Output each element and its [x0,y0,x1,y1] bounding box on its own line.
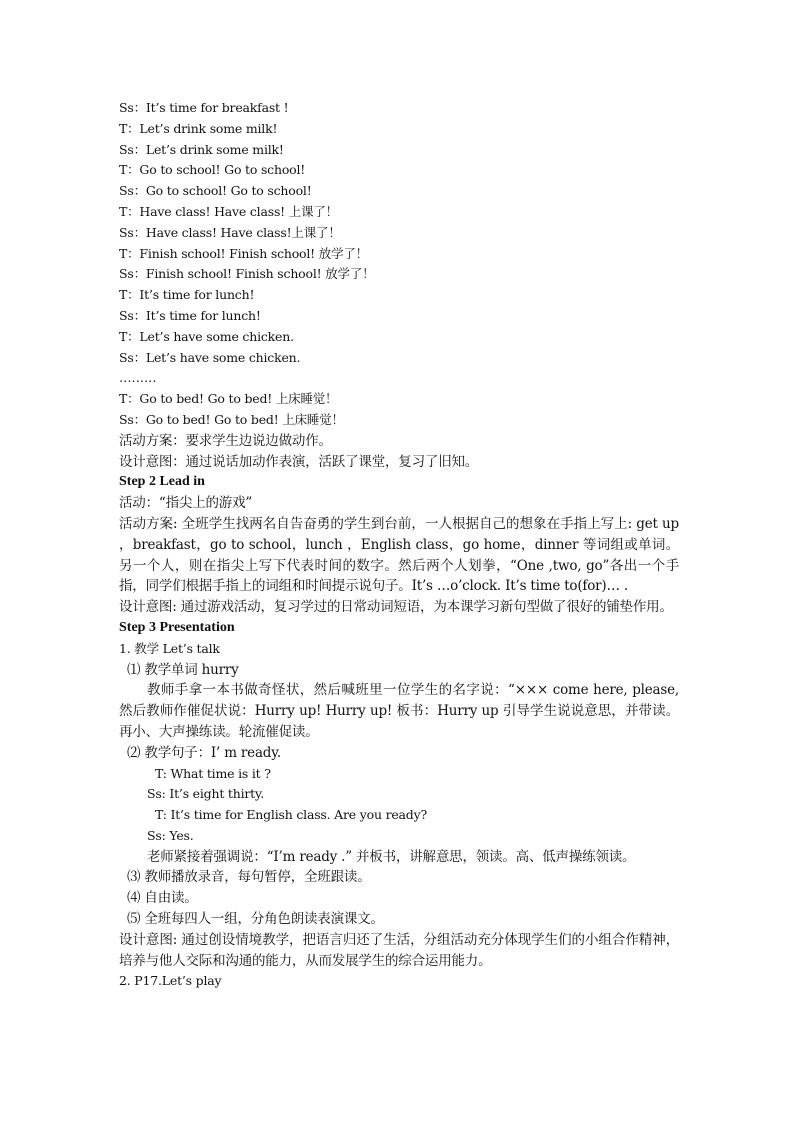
dialogue-line: T：Have class! Have class! 上课了！ [119,203,338,219]
dialogue-line: Ss：Finish school! Finish school! 放学了！ [119,266,375,282]
dialogue-line: T：Go to bed! Go to bed! 上床睡觉！ [119,391,338,407]
dialogue-line: T：Let’s have some chicken. [119,328,294,344]
talk-line: T: It’s time for English class. Are you ready? [155,807,427,823]
design-intent: 设计意图: 通过游戏活动，复习学过的日常动词短语，为本课学习新句型做了很好的铺垫作用。 [119,599,673,616]
dialogue-line: T：Go to school! Go to school! [119,162,306,178]
list-item: 2. P17.Let’s play [119,973,222,989]
section-heading-step2: Step 2 Lead in [119,474,205,490]
list-item: 1. 教学 Let’s talk [119,640,220,656]
activity-title: 活动：“指尖上的游戏” [119,495,253,512]
sub-item: ⑴ 教学单词 hurry [127,661,239,678]
sub-item: ⑷ 自由读。 [127,890,198,907]
dialogue-line: Ss：Have class! Have class!上课了！ [119,224,341,240]
dialogue-line: T：It’s time for lunch! [119,287,255,303]
sub-item: ⑸ 全班每四人一组，分角色朗读表演课文。 [127,911,384,928]
paragraph: 教师手拿一本书做奇怪状，然后喊班里一位学生的名字说：“××× come here, please, 然后教师作催促状说：Hurry up! Hurry up! 板书：Hurry up 引导学生说说意思，并带读。再小、大声操练读。轮流催促读。 [119,682,679,740]
dialogue-line: T：Let’s drink some milk! [119,120,278,136]
section-heading-step3: Step 3 Presentation [119,619,235,635]
talk-line: Ss: Yes. [147,827,194,843]
ellipsis: ……… [119,370,157,386]
activity-plan: 活动方案：要求学生边说边做动作。 [119,432,332,449]
dialogue-line: Ss：It’s time for breakfast ! [119,100,289,115]
paragraph: 老师紧接着强调说：“I’m ready .” 并板书，讲解意思，领读。高、低声操练领读。 [147,848,636,865]
dialogue-line: Ss：Let’s drink some milk! [119,141,284,157]
dialogue-line: T：Finish school! Finish school! 放学了！ [119,245,368,261]
talk-line: T: What time is it ? [155,765,271,781]
design-intent: 设计意图：通过说话加动作表演，活跃了课堂，复习了旧知。 [119,453,479,470]
sub-item: ⑶ 教师播放录音，每句暂停，全班跟读。 [127,869,371,886]
talk-line: Ss: It’s eight thirty. [147,786,264,802]
dialogue-line: Ss：Go to school! Go to school! [119,183,312,199]
lesson-plan-text [119,98,679,992]
sub-item: ⑵ 教学句子：I’ m ready. [127,744,281,761]
activity-plan: 活动方案: 全班学生找两名自告奋勇的学生到台前，一人根据自己的想象在手指上写上: get up ，breakfast，go to school，lunch ，English class，go home，dinner 等词组或单词。另一个人，则在指尖上写下代表时间的数字。然后两个人划拳，“One ,two, go”各出一个手指，同学们根据手指上的词组和时间提示说句子。It’s …o’clock. It’s time to(for)… . [119,515,679,595]
dialogue-line: Ss：Let’s have some chicken. [119,349,301,365]
design-intent: 设计意图: 通过创设情境教学，把语言归还了生活，分组活动充分体现学生们的小组合作精神，培养与他人交际和沟通的能力，从而发展学生的综合运用能力。 [119,931,679,969]
dialogue-line: Ss：It’s time for lunch! [119,307,261,323]
dialogue-line: Ss：Go to bed! Go to bed! 上床睡觉！ [119,411,344,427]
